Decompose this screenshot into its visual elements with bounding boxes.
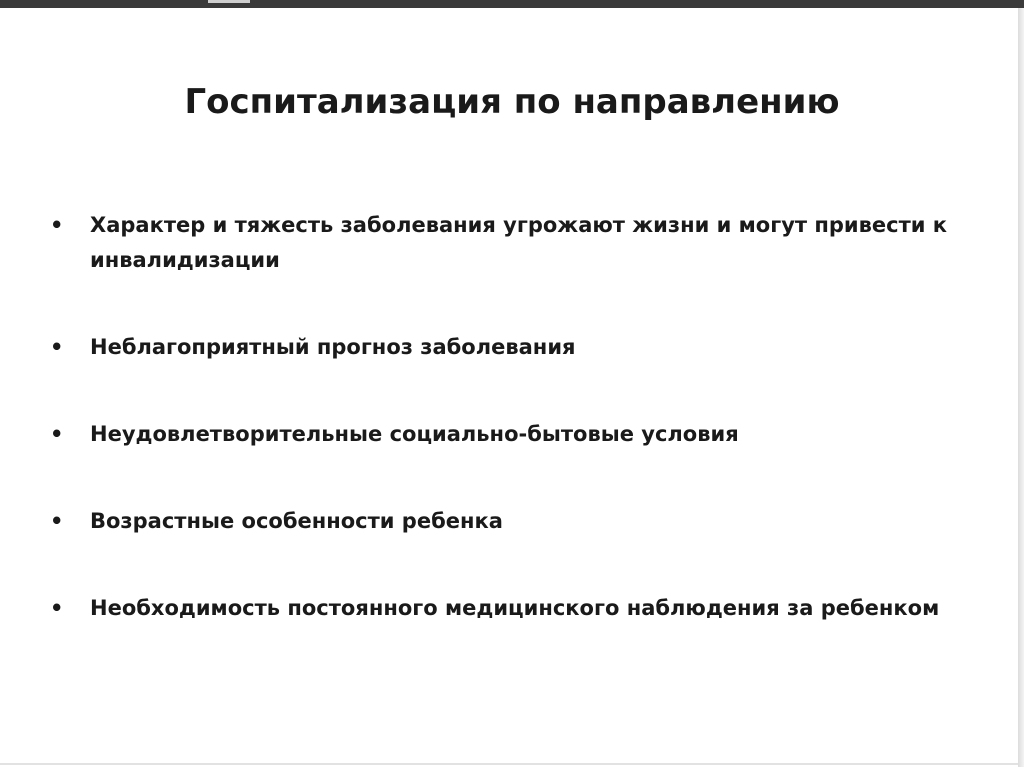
list-item-text: Неудовлетворительные социально-бытовые условия — [90, 422, 739, 446]
list-item — [50, 208, 990, 278]
bullet-list — [50, 208, 990, 626]
list-item-text: Характер и тяжесть заболевания угрожают жизни и могут привести к инвалидизации — [90, 213, 948, 272]
slide-title: Госпитализация по направлению — [184, 82, 840, 122]
list-item-text: Необходимость постоянного медицинского наблюдения за ребенком — [90, 596, 940, 620]
list-item-text: Неблагоприятный прогноз заболевания — [90, 335, 576, 359]
bullet-icon: • — [50, 213, 64, 237]
top-tab-indicator — [208, 0, 250, 3]
list-item — [50, 330, 990, 365]
window-top-bar — [0, 0, 1024, 8]
list-item — [50, 417, 990, 452]
bullet-icon: • — [50, 335, 64, 359]
list-item — [50, 591, 990, 626]
bullet-icon: • — [50, 596, 64, 620]
bullet-icon: • — [50, 509, 64, 533]
list-item-text: Возрастные особенности ребенка — [90, 509, 503, 533]
bullet-icon: • — [50, 422, 64, 446]
list-item — [50, 504, 990, 539]
